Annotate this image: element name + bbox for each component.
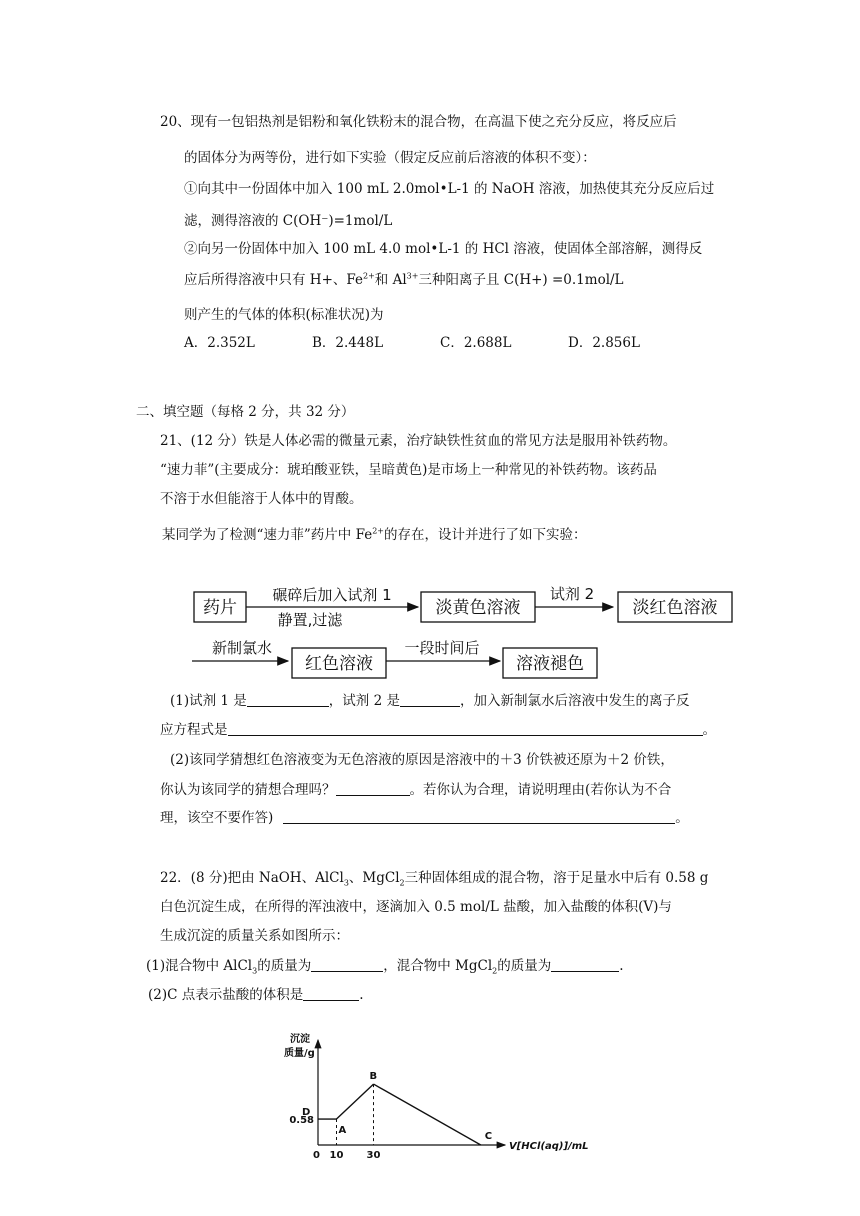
- x-tick-label: 30: [366, 1150, 381, 1160]
- section2-heading: 二、填空题（每格 2 分，共 32 分）: [136, 404, 355, 420]
- answer-blank-c-volume[interactable]: [303, 986, 359, 1001]
- y-axis-label-line2: 质量/g: [284, 1048, 315, 1059]
- point-label: D: [302, 1107, 311, 1119]
- q20-line6-text-a: 应后所得溶液中只有 H+、Fe: [184, 272, 363, 288]
- q22-part2-text-b: .: [359, 987, 364, 1003]
- q22-line1: [160, 870, 708, 886]
- precipitate-chart: [280, 1030, 620, 1160]
- q22-part2: [148, 986, 364, 1003]
- q22-part1-text-b: 的质量为: [257, 958, 312, 974]
- q21-part2-line1: (2)该同学猜想红色溶液变为无色溶液的原因是溶液中的＋3 价铁被还原为＋2 价铁，: [170, 752, 674, 768]
- flow-arrow-1-bottom-label: 静置,过滤: [277, 611, 343, 629]
- q22-line2: 白色沉淀生成，在所得的浑浊液中，逐滴加入 0.5 mol/L 盐酸，加入盐酸的体积(V)与: [160, 899, 672, 915]
- q21-part1-text-b: ，试剂 2 是: [328, 693, 400, 709]
- q21-line4-text-b: 的存在，设计并进行了如下实验：: [384, 527, 587, 543]
- q22-part1: [146, 957, 624, 974]
- q20-line6: [184, 272, 624, 288]
- q21-part2-text-b: 你认为该同学的猜想合理吗？: [160, 782, 336, 798]
- q20-option-b: B．2.448L: [312, 335, 384, 351]
- answer-blank-reagent2[interactable]: [400, 692, 460, 707]
- series-segment: [337, 1084, 374, 1119]
- q21-line4: [162, 527, 587, 543]
- q21-line4-sup: 2+: [372, 526, 385, 536]
- flow-box-red-label: 红色溶液: [305, 654, 373, 674]
- answer-blank-mgcl2-mass[interactable]: [551, 957, 619, 972]
- answer-blank-ionic-equation[interactable]: [228, 721, 703, 736]
- q20-option-d: D．2.856L: [568, 335, 640, 351]
- q20-line4: 滤，测得溶液的 C(OH⁻)=1mol/L: [184, 213, 393, 229]
- q21-line2: “速力菲”(主要成分：琥珀酸亚铁，呈暗黄色)是市场上一种常见的补铁药物。该药品: [160, 462, 657, 478]
- q20-line7: 则产生的气体的体积(标准状况)为: [184, 307, 384, 323]
- flow-arrow-3-top-label: 新制氯水: [211, 639, 273, 657]
- q21-part1-text-a: (1)试剂 1 是: [170, 693, 247, 709]
- q20-line6-text-c: 三种阳离子且 C(H+) =0.1mol/L: [418, 272, 624, 288]
- flow-arrow-2-top-label: 试剂 2: [549, 585, 595, 603]
- answer-blank-reason[interactable]: [283, 809, 675, 824]
- flow-arrow-1-top-label: 碾碎后加入试剂 1: [272, 586, 392, 604]
- flow-box-faded-label: 溶液褪色: [516, 654, 584, 674]
- q21-part1-line2: [160, 721, 716, 738]
- q20-line6-sup1: 2+: [363, 271, 375, 281]
- q21-part2-line2: [160, 781, 671, 798]
- q22-part1-text-e: .: [619, 958, 624, 974]
- q20-line1: 20、现有一包铝热剂是铝粉和氧化铁粉末的混合物，在高温下使之充分反应，将反应后: [160, 114, 677, 130]
- q20-line3: ①向其中一份固体中加入 100 mL 2.0mol•L-1 的 NaOH 溶液，加热使其充分反应后过: [184, 181, 715, 197]
- q21-part1-text-e: 。: [702, 722, 716, 738]
- q22-part1-text-c: ，混合物中 MgCl: [383, 958, 493, 974]
- q21-line1: 21、(12 分）铁是人体必需的微量元素，治疗缺铁性贫血的常见方法是服用补铁药物。: [160, 433, 677, 449]
- q22-line1-sub2: 2: [399, 878, 405, 888]
- x-axis-label: V[HCl(aq)]/mL: [509, 1141, 589, 1152]
- q22-line3: 生成沉淀的质量关系如图所示：: [160, 928, 349, 944]
- q21-part2-line3: [160, 809, 689, 826]
- q21-part1-text-d: 应方程式是: [160, 722, 228, 738]
- q22-line1-text-c: 三种固体组成的混合物，溶于足量水中后有 0.58 g: [404, 870, 709, 886]
- q20-line6-text-b: 和 Al: [374, 272, 407, 288]
- q20-line2: 的固体分为两等份，进行如下实验（假定反应前后溶液的体积不变）：: [184, 150, 596, 166]
- q20-line6-sup2: 3+: [406, 271, 419, 281]
- point-label: B: [369, 1071, 378, 1083]
- q21-part1-text-c: ，加入新制氯水后溶液中发生的离子反: [459, 693, 690, 709]
- flow-box-tablet-label: 药片: [203, 598, 237, 618]
- y-tick-label: 0.58: [289, 1115, 314, 1127]
- q21-part2-text-d: 理，该空不要作答): [160, 810, 274, 826]
- q22-line1-sub1: 3: [343, 878, 349, 888]
- series-segment: [374, 1084, 481, 1145]
- point-label: C: [484, 1131, 493, 1142]
- q21-part2-text-e: 。: [675, 810, 689, 826]
- answer-blank-alcl3-mass[interactable]: [311, 957, 383, 972]
- q20-option-a: A．2.352L: [184, 335, 255, 351]
- q22-part1-sub2: 2: [492, 966, 498, 976]
- q21-part1-line1: [170, 692, 689, 709]
- q22-part1-sub1: 3: [252, 966, 258, 976]
- q21-line3: 不溶于水但能溶于人体中的胃酸。: [160, 491, 363, 507]
- q21-part2-text-c: 。若你认为合理，请说明理由(若你认为不合: [409, 782, 672, 798]
- q22-line1-text-b: 、MgCl: [348, 870, 400, 886]
- y-axis-label-line1: 沉淀: [290, 1034, 310, 1045]
- q21-line4-text-a: 某同学为了检测“速力菲”药片中 Fe: [162, 527, 373, 543]
- flow-arrow-4-top-label: 一段时间后: [404, 639, 480, 657]
- q22-part2-text-a: (2)C 点表示盐酸的体积是: [148, 987, 304, 1003]
- answer-blank-reasonable[interactable]: [336, 781, 410, 796]
- q22-part1-text-d: 的质量为: [497, 958, 552, 974]
- point-label: A: [338, 1125, 347, 1137]
- q22-line1-text-a: 22．(8 分)把由 NaOH、AlCl: [160, 870, 344, 886]
- answer-blank-reagent1[interactable]: [247, 692, 329, 707]
- q22-part1-text-a: (1)混合物中 AlCl: [146, 958, 253, 974]
- origin-label: 0: [313, 1150, 320, 1160]
- q20-line5: ②向另一份固体中加入 100 mL 4.0 mol•L-1 的 HCl 溶液，使固体全部溶解，测得反: [184, 241, 703, 257]
- flow-box-pale-yellow-label: 淡黄色溶液: [435, 598, 521, 618]
- flow-box-pale-red-label: 淡红色溶液: [632, 598, 718, 618]
- q20-option-c: C．2.688L: [440, 335, 512, 351]
- flow-diagram: [190, 580, 770, 688]
- chart-marks: [289, 1071, 492, 1160]
- x-tick-label: 10: [329, 1150, 344, 1160]
